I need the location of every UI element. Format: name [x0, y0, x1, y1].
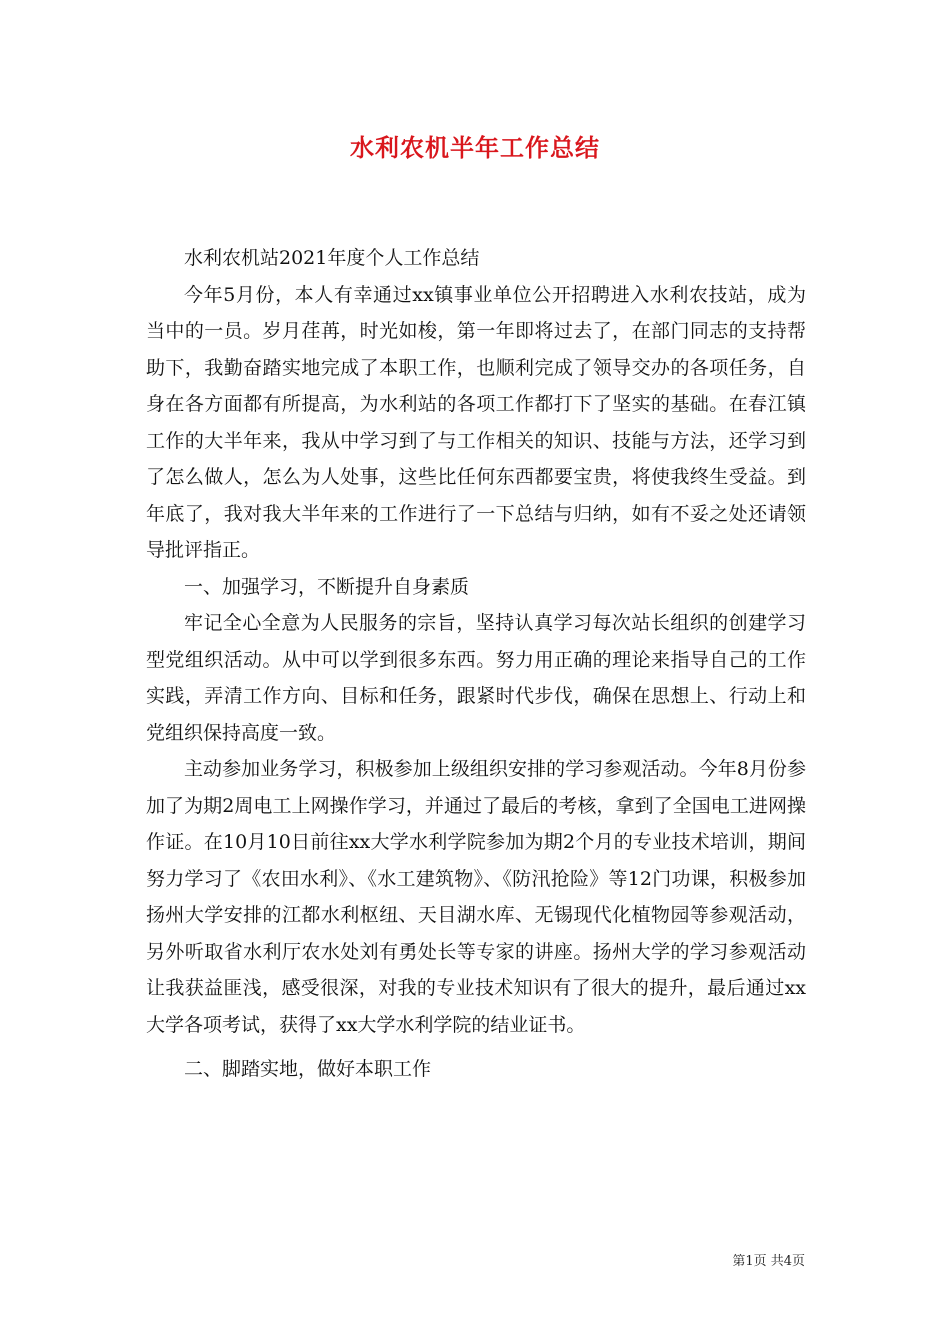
section-2-heading: 二、脚踏实地，做好本职工作	[184, 1058, 432, 1080]
section-1-paragraph-2: 主动参加业务学习，积极参加上级组织安排的学习参观活动。今年8月份参加了为期2周电工上网操作学习，并通过了最后的考核，拿到了全国电工进网操作证。在10月10日前往xx大学水利学院参加为期2个月的专业技术培训，期间努力学习了《农田水利》、《水工建筑物》、《防汛抢险》等12门功课，积极参加扬州大学安排的江都水利枢纽、天目湖水库、无锡现代化植物园等参观活动，另外听取省水利厅农水处刘有勇处长等专家的讲座。扬州大学的学习参观活动让我获益匪浅，感受很深，对我的专业技术知识有了很大的提升，最后通过xx大学各项考试，获得了xx大学水利学院的结业证书。	[146, 758, 806, 1036]
document-subtitle: 水利农机站2021年度个人工作总结	[184, 247, 480, 269]
section-1-heading: 一、加强学习，不断提升自身素质	[184, 575, 470, 598]
intro-paragraph: 今年5月份，本人有幸通过xx镇事业单位公开招聘进入水利农技站，成为当中的一员。岁月荏苒，时光如梭，第一年即将过去了，在部门同志的支持帮助下，我勤奋踏实地完成了本职工作，也顺利完成了领导交办的各项任务，自身在各方面都有所提高，为水利站的各项工作都打下了坚实的基础。在春江镇工作的大半年来，我从中学习到了与工作相关的知识、技能与方法，还学习到了怎么做人，怎么为人处事，这些比任何东西都要宝贵，将使我终生受益。到年底了，我对我大半年来的工作进行了一下总结与归纳，如有不妥之处还请领导批评指正。	[146, 283, 806, 561]
section-1-paragraph-1: 牢记全心全意为人民服务的宗旨，坚持认真学习每次站长组织的创建学习型党组织活动。从中可以学到很多东西。努力用正确的理论来指导自己的工作实践，弄清工作方向、目标和任务，跟紧时代步伐，确保在思想上、行动上和党组织保持高度一致。	[146, 612, 806, 744]
page-number: 第1页 共4页	[732, 1254, 805, 1269]
document-title: 水利农机半年工作总结	[350, 134, 600, 162]
document-body	[146, 240, 806, 1088]
